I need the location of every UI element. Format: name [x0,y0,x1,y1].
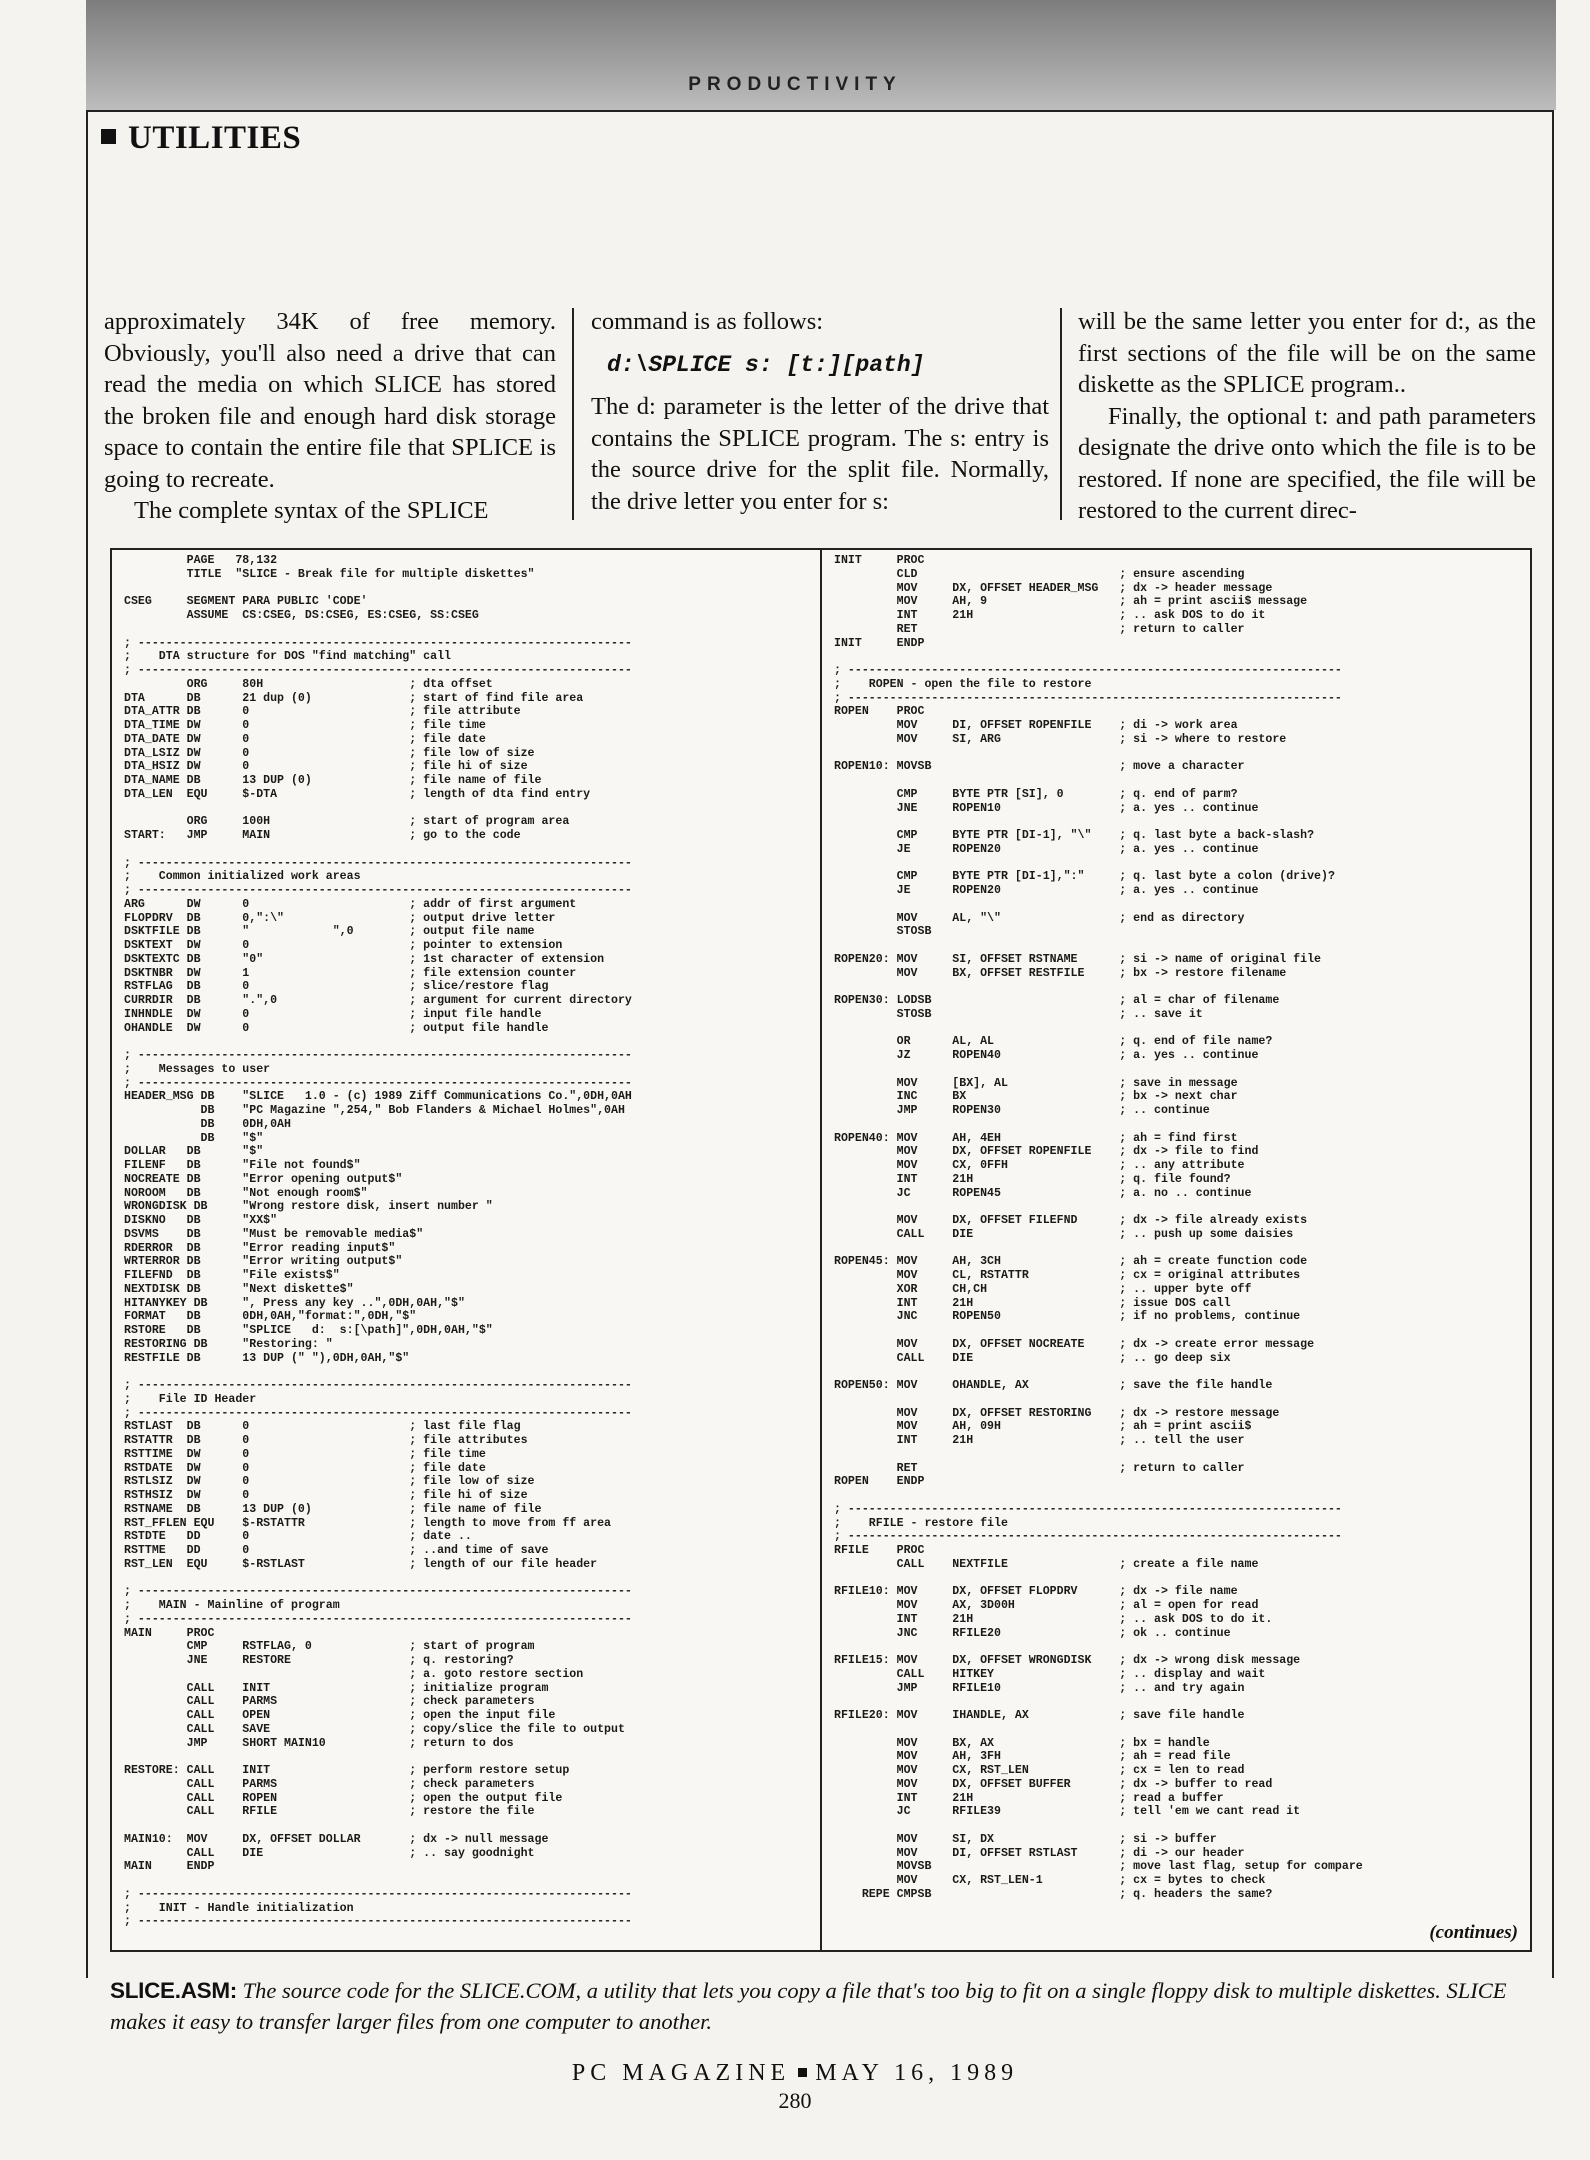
footer-bullet-icon [798,2068,807,2077]
code-listing-box [110,548,1532,1952]
continues-note: (continues) [1429,1922,1518,1943]
frame-right-rule [1552,112,1554,1978]
page-number: 280 [778,2088,812,2113]
article-paragraph: The complete syntax of the SPLICE [134,497,489,524]
code-listing-right: INIT PROC CLD ; ensure ascending MOV DX, OFFSET HEADER_MSG ; dx -> header message MOV AH, 9 ; ah = print ascii$ message INT 21H ; .. ask DOS to do it RET ; return to caller INIT ENDP ; ----------------------------------------------------------------------- ; ROPEN - open the file to restore ; ----------------------------------------------------------------------- ROPEN PROC MOV DI, OFFSET ROPENFILE ; di -> work area MOV SI, ARG ; si -> where to restore ROPEN10: MOVSB ; move a character CMP BYTE PTR [SI], 0 ; q. end of parm? JNE ROPEN10 ; a. yes .. continue CMP BYTE PTR [DI-1], "\" ; q. last byte a back-slash? JE ROPEN20 ; a. yes .. continue CMP BYTE PTR [DI-1],":" ; q. last byte a colon (drive)? JE ROPEN20 ; a. yes .. continue MOV AL, "\" ; end as directory STOSB ROPEN20: MOV SI, OFFSET RSTNAME ; si -> name of original file MOV BX, OFFSET RESTFILE ; bx -> restore filename ROPEN30: LODSB ; al = char of filename STOSB ; .. save it OR AL, AL ; q. end of file name? JZ ROPEN40 ; a. yes .. continue MOV [BX], AL ; save in message INC BX ; bx -> next char JMP ROPEN30 ; .. continue ROPEN40: MOV AH, 4EH ; ah = find first MOV DX, OFFSET ROPENFILE ; dx -> file to find MOV CX, 0FFH ; .. any attribute INT 21H ; q. file found? JC ROPEN45 ; a. no .. continue MOV DX, OFFSET FILEFND ; dx -> file already exists CALL DIE ; .. push up some daisies ROPEN45: MOV AH, 3CH ; ah = create function code MOV CL, RSTATTR ; cx = original attributes XOR CH,CH ; .. upper byte off INT 21H ; issue DOS call JNC ROPEN50 ; if no problems, continue MOV DX, OFFSET NOCREATE ; dx -> create error message CALL DIE ; .. go deep six ROPEN50: MOV OHANDLE, AX ; save the file handle MOV DX, OFFSET RESTORING ; dx -> restore message MOV AH, 09H ; ah = print ascii$ INT 21H ; .. tell the user RET ; return to caller ROPEN ENDP ; ----------------------------------------------------------------------- ; RFILE - restore file ; ----------------------------------------------------------------------- RFILE PROC CALL NEXTFILE ; create a file name RFILE10: MOV DX, OFFSET FLOPDRV ; dx -> file name MOV AX, 3D00H ; al = open for read INT 21H ; .. ask DOS to do it. JNC RFILE20 ; ok .. continue RFILE15: MOV DX, OFFSET WRONGDISK ; dx -> wrong disk message CALL HITKEY ; .. display and wait JMP RFILE10 ; .. and try again RFILE20: MOV IHANDLE, AX ; save file handle MOV BX, AX ; bx = handle MOV AH, 3FH ; ah = read file MOV CX, RST_LEN ; cx = len to read MOV DX, OFFSET BUFFER ; dx -> buffer to read INT 21H ; read a buffer JC RFILE39 ; tell 'em we cant read it MOV SI, DX ; si -> buffer MOV DI, OFFSET RSTLAST ; di -> our header MOVSB ; move last flag, setup for compare MOV CX, RST_LEN-1 ; cx = bytes to check REPE CMPSB ; q. headers the same? [834,554,1363,1901]
section-label: PRODUCTIVITY [688,74,902,95]
frame-top-rule [86,110,1554,112]
caption-text: The source code for the SLICE.COM, a utility that lets you copy a file that's too big to fit on a single floppy disk to multiple diskettes. SLICE makes it easy to transfer larger files from one computer to another. [110,1978,1507,2034]
footer-magazine: PC MAGAZINE [571,2060,791,2086]
column-rule [572,308,574,520]
footer-line [0,2060,1590,2087]
caption-label: SLICE.ASM: [110,1978,238,2003]
article-paragraph: command is as follows: [591,308,824,335]
article-paragraph: will be the same letter you enter for d:, as the first sections of the file will be on the same diskette as the SPLICE program.. [1078,308,1536,398]
command-syntax: d:\SPLICE s: [t:][path] [607,351,925,378]
bullet-square-icon [101,129,116,144]
figure-caption [110,1975,1530,2037]
department-title: UTILITIES [128,120,302,156]
code-listing-left: PAGE 78,132 TITLE "SLICE - Break file for multiple diskettes" CSEG SEGMENT PARA PUBLIC 'CODE' ASSUME CS:CSEG, DS:CSEG, ES:CSEG, SS:CSEG ; ----------------------------------------------------------------------- ; DTA structure for DOS "find matching" call ; ----------------------------------------------------------------------- ORG 80H ; dta offset DTA DB 21 dup (0) ; start of find file area DTA_ATTR DB 0 ; file attribute DTA_TIME DW 0 ; file time DTA_DATE DW 0 ; file date DTA_LSIZ DW 0 ; file low of size DTA_HSIZ DW 0 ; file hi of size DTA_NAME DB 13 DUP (0) ; file name of file DTA_LEN EQU $-DTA ; length of dta find entry ORG 100H ; start of program area START: JMP MAIN ; go to the code ; ----------------------------------------------------------------------- ; Common initialized work areas ; ----------------------------------------------------------------------- ARG DW 0 ; addr of first argument FLOPDRV DB 0,":\" ; output drive letter DSKTFILE DB " ",0 ; output file name DSKTEXT DW 0 ; pointer to extension DSKTEXTC DB "0" ; 1st character of extension DSKTNBR DW 1 ; file extension counter RSTFLAG DB 0 ; slice/restore flag CURRDIR DB ".",0 ; argument for current directory INHNDLE DW 0 ; input file handle OHANDLE DW 0 ; output file handle ; ----------------------------------------------------------------------- ; Messages to user ; ----------------------------------------------------------------------- HEADER_MSG DB "SLICE 1.0 - (c) 1989 Ziff Communications Co.",0DH,0AH DB "PC Magazine ",254," Bob Flanders & Michael Holmes",0AH DB 0DH,0AH DB "$" DOLLAR DB "$" FILENF DB "File not found$" NOCREATE DB "Error opening output$" NOROOM DB "Not enough room$" WRONGDISK DB "Wrong restore disk, insert number " DISKNO DB "XX$" DSVMS DB "Must be removable media$" RDERROR DB "Error reading input$" WRTERROR DB "Error writing output$" FILEFND DB "File exists$" NEXTDISK DB "Next diskette$" HITANYKEY DB ", Press any key ..",0DH,0AH,"$" FORMAT DB 0DH,0AH,"format:",0DH,"$" RSTORE DB "SPLICE d: s:[\path]",0DH,0AH,"$" RESTORING DB "Restoring: " RESTFILE DB 13 DUP (" "),0DH,0AH,"$" ; ----------------------------------------------------------------------- ; File ID Header ; ----------------------------------------------------------------------- RSTLAST DB 0 ; last file flag RSTATTR DB 0 ; file attributes RSTTIME DW 0 ; file time RSTDATE DW 0 ; file date RSTLSIZ DW 0 ; file low of size RSTHSIZ DW 0 ; file hi of size RSTNAME DB 13 DUP (0) ; file name of file RST_FFLEN EQU $-RSTATTR ; length to move from ff area RSTDTE DD 0 ; date .. RSTTME DD 0 ; ..and time of save RST_LEN EQU $-RSTLAST ; length of our file header ; ----------------------------------------------------------------------- ; MAIN - Mainline of program ; ----------------------------------------------------------------------- MAIN PROC CMP RSTFLAG, 0 ; start of program JNE RESTORE ; q. restoring? ; a. goto restore section CALL INIT ; initialize program CALL PARMS ; check parameters CALL OPEN ; open the input file CALL SAVE ; copy/slice the file to output JMP SHORT MAIN10 ; return to dos RESTORE: CALL INIT ; perform restore setup CALL PARMS ; check parameters CALL ROPEN ; open the output file CALL RFILE ; restore the file MAIN10: MOV DX, OFFSET DOLLAR ; dx -> null message CALL DIE ; .. say goodnight MAIN ENDP ; ----------------------------------------------------------------------- ; INIT - Handle initialization ; ----------------------------------------------------------------------- [124,554,632,1929]
article-paragraph: The d: parameter is the letter of the drive that contains the SPLICE program. The s: entry is the source drive for the split file. Normally, the drive letter you enter for s: [591,393,1049,515]
footer-date: MAY 16, 1989 [815,2060,1019,2086]
article-column-1 [104,306,556,527]
department-heading [101,120,301,157]
listing-divider [820,550,822,1950]
article-column-2 [591,306,1049,517]
article-paragraph: Finally, the optional t: and path parameters designate the drive onto which the file is to be restored. If none are specified, the file will be restored to the current direc- [1078,402,1536,524]
column-rule [1060,308,1062,520]
frame-left-rule [86,112,88,1978]
article-paragraph: approximately 34K of free memory. Obviously, you'll also need a drive that can read the media on which SLICE has stored the broken file and enough hard disk storage space to contain the entire file that SPLICE is going to recreate. [104,308,556,493]
article-column-3 [1078,306,1536,527]
